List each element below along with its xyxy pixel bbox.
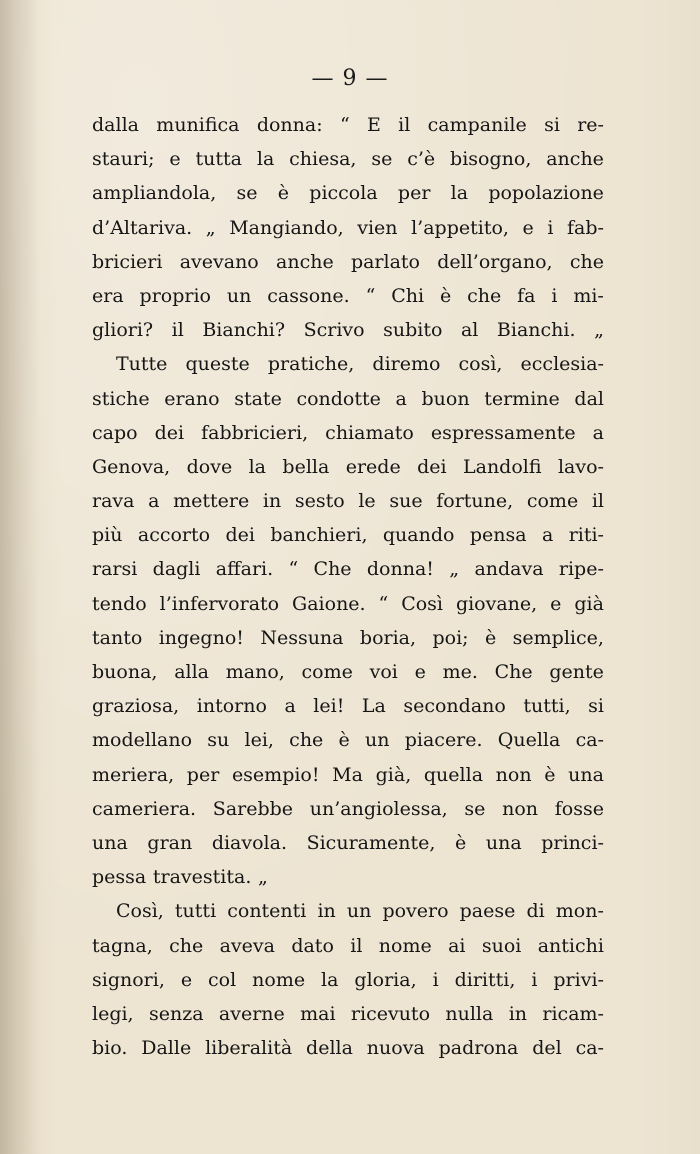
word: col [208,968,237,991]
word: fortune, [436,490,514,513]
word: diritti, [454,968,516,991]
word: accorto [137,524,211,547]
word: non [495,763,532,786]
word: Scrivo [303,319,365,342]
word: lei, [244,729,274,752]
word: padrona [438,1037,519,1060]
word: nuova [366,1037,425,1060]
word: e [414,661,426,683]
word: il [171,319,184,342]
word: antichi [537,934,604,957]
word: si [588,695,604,718]
word: buon [421,387,470,410]
word: Dalle [141,1037,192,1060]
word: e [550,592,562,615]
word: piacere. [404,729,483,752]
text-line [92,313,604,347]
word: ca- [575,1037,604,1060]
word: per [186,763,220,786]
word: gran [147,831,193,854]
text-line [92,963,604,997]
word: avevano [179,250,259,273]
word: Ma [332,763,363,786]
word: signori, [92,968,165,991]
word: giovane, [455,592,538,615]
word: già, [375,763,412,786]
word: bella [282,455,330,478]
text-line [92,621,604,655]
word: la [256,148,275,171]
word: aveva [219,934,275,957]
word: tagna, [92,934,153,957]
word: fab- [566,216,604,239]
text-line [92,484,604,518]
word: i [551,284,558,307]
word: fosse [554,797,604,820]
text-line [92,108,604,142]
word: riti- [568,524,604,547]
word: c’è [407,148,436,171]
word: era [92,284,124,307]
word: andava [474,558,544,581]
text-line [92,416,604,450]
word: che [467,284,502,307]
word: „ [449,558,460,581]
word: legi, [92,1002,134,1025]
word: si [544,114,560,136]
word: intorno [196,695,267,718]
word: mano, [225,661,285,683]
text-line [92,518,604,552]
word: l’infervorato [159,592,280,615]
word: l’appetito, [411,216,509,239]
body-text [92,108,604,1065]
word: gente [549,661,604,683]
word: diavola. [211,831,287,854]
word: re- [577,114,604,136]
word: dei [154,421,185,444]
word: Tutte [116,353,168,376]
word: un [226,284,252,307]
word: dei [417,455,447,478]
text-line [92,860,604,894]
text-line [92,211,604,245]
word: bricieri [92,250,163,273]
word: Sicuramente, [306,831,436,854]
word: Così [401,592,443,615]
word: “ [288,558,299,581]
word: boria, [359,626,417,649]
word: popolazione [488,182,604,205]
text-line [92,826,604,860]
word: anche [546,148,604,171]
word: i [432,968,439,991]
text-line [92,758,604,792]
word: su [207,729,230,752]
word: suoi [481,934,522,957]
word: in [508,1002,528,1025]
word: a [284,695,296,718]
word: pratiche, [267,353,355,376]
word: Quella [497,729,561,752]
word: La [361,695,386,718]
text-line [92,997,604,1031]
word: fabbricieri, [201,421,309,444]
word: sesto [294,490,345,513]
word: affari. [215,558,274,581]
word: stiche [92,387,150,410]
word: me. [442,661,478,683]
word: un [365,729,390,752]
word: “ [378,592,389,615]
word: erede [345,455,401,478]
word: ripe- [558,558,604,581]
word: averne [218,1002,285,1025]
word: la [248,455,267,478]
text-line [92,929,604,963]
word: anche [276,250,334,273]
word: ai [448,934,466,957]
word: nome [252,968,306,991]
word: „ [594,319,604,342]
word: Gaione. [292,592,366,615]
text-line [92,792,604,826]
word: una [92,831,128,854]
text-line [92,245,604,279]
word: vien [357,216,398,239]
text-line [92,689,604,723]
word: liberalità [205,1037,293,1060]
word: parlato [350,250,420,273]
word: gliori? [92,319,154,342]
word: come [301,661,353,683]
word: voi [369,661,398,683]
word: è [485,626,497,649]
word: senza [148,1002,204,1025]
word: tutti [174,900,217,923]
word: bio. [92,1037,128,1060]
word: quella [423,763,484,786]
word: mon- [555,900,604,923]
text-line [92,894,604,928]
word: erano [164,387,220,410]
word: state [234,387,282,410]
word: ricam- [542,1002,604,1025]
word: se [464,797,486,820]
word: mai [300,1002,336,1025]
word: gloria, [354,968,417,991]
word: tanto [92,626,143,649]
word: della [306,1037,353,1060]
word: d’Altariva. [92,216,193,239]
page-gutter-shadow [0,0,40,1154]
text-line [92,587,604,621]
text-line [92,552,604,586]
word: subito [383,319,443,342]
word: che [169,934,204,957]
word: tendo [92,592,147,615]
word: già [574,592,604,615]
word: “ [339,114,350,136]
word: buona, [92,661,158,683]
word: in [317,900,336,923]
word: per [397,182,431,205]
word: lavo- [557,455,604,478]
word: contenti [227,900,307,923]
word: le [358,490,376,513]
word: pensa [469,524,527,547]
text-line [92,1031,604,1065]
word: lei! [313,695,345,718]
word: più [92,524,123,547]
word: il [350,934,363,957]
word: non [502,797,539,820]
word: cameriera. [92,797,197,820]
word: quando [382,524,455,547]
word: Nessuna [260,626,344,649]
word: la [450,182,469,205]
word: esempio! [231,763,320,786]
word: Genova, [92,455,171,478]
word: e [169,148,181,171]
word: proprio [139,284,211,307]
word: Così, [116,900,164,923]
word: stauri; [92,148,155,171]
text-line [92,279,604,313]
word: ampliandola, [92,182,217,205]
word: dell’organo, [437,250,553,273]
word: come [526,490,579,513]
word: tutti, [523,695,571,718]
word: E [366,114,381,136]
word: la [321,968,339,991]
text-line [92,347,604,381]
word: travestita. [152,866,252,889]
word: dove [186,455,233,478]
word: Chi [391,284,425,307]
word: a [395,387,407,410]
text-line [92,723,604,757]
word: munifica [156,114,240,136]
word: di [526,900,545,923]
word: nome [378,934,432,957]
word: del [532,1037,562,1060]
word: termine [484,387,560,410]
text-line [92,176,604,210]
word: dal [574,387,604,410]
page-number: — 9 — [311,66,389,91]
word: fa [517,284,536,307]
word: è [544,763,556,786]
word: il [398,114,411,136]
word: se [236,182,258,205]
word: princi- [541,831,604,854]
word: un’angiolessa, [309,797,448,820]
word: chiesa, [289,148,357,171]
word: che [289,729,324,752]
word: una [485,831,522,854]
word: dato [291,934,334,957]
word: piccola [309,182,378,205]
word: „ [205,216,216,239]
word: ingegno! [158,626,244,649]
word: Landolfi [463,455,542,478]
word: è [338,729,350,752]
text-line [92,655,604,689]
word: donna! [366,558,434,581]
word: a [592,421,604,444]
word: condotte [296,387,381,410]
word: ca- [575,729,604,752]
word: campanile [427,114,527,136]
word: poi; [432,626,469,649]
text-line [92,382,604,416]
word: capo [92,421,138,444]
word: è [455,831,467,854]
word: un [346,900,372,923]
word: donna: [256,114,323,136]
word: rarsi [92,558,138,581]
word: sue [389,490,423,513]
word: a [541,524,554,547]
word: privi- [553,968,604,991]
word: paese [459,900,516,923]
word: così, [458,353,503,376]
text-line [92,142,604,176]
word: in [262,490,282,513]
word: “ [365,284,376,307]
word: tutta [195,148,242,171]
word: rava [92,490,135,513]
word: è [277,182,290,205]
word: i [531,968,538,991]
word: dagli [152,558,201,581]
word: ricevuto [350,1002,431,1025]
word: banchieri, [270,524,368,547]
word: nulla [445,1002,494,1025]
text-line [92,450,604,484]
word: Sarebbe [212,797,294,820]
word: a [148,490,160,513]
word: chiamato [325,421,414,444]
word: mi- [573,284,604,307]
word: „ [258,866,268,889]
word: povero [382,900,449,923]
word: una [568,763,604,786]
word: se [371,148,393,171]
word: diremo [372,353,441,376]
word: Mangiando, [229,216,344,239]
word: il [591,490,604,513]
word: mettere [173,490,250,513]
word: e [522,216,534,239]
word: semplice, [512,626,604,649]
word: Che [494,661,533,683]
word: Bianchi. [496,319,576,342]
word: Che [313,558,352,581]
word: queste [185,353,250,376]
word: dalla [92,114,139,136]
word: e [180,968,193,991]
word: che [569,250,604,273]
word: Bianchi? [202,319,286,342]
word: pessa [92,866,147,889]
word: al [460,319,479,342]
word: dei [225,524,255,547]
word: bisogno, [450,148,532,171]
word: modellano [92,729,193,752]
word: espressamente [430,421,576,444]
word: cassone. [267,284,350,307]
word: ecclesia- [520,353,604,376]
word: graziosa, [92,695,180,718]
word: è [439,284,452,307]
word: secondano [403,695,506,718]
word: i [547,216,554,239]
word: meriera, [92,763,175,786]
word: alla [174,661,209,683]
